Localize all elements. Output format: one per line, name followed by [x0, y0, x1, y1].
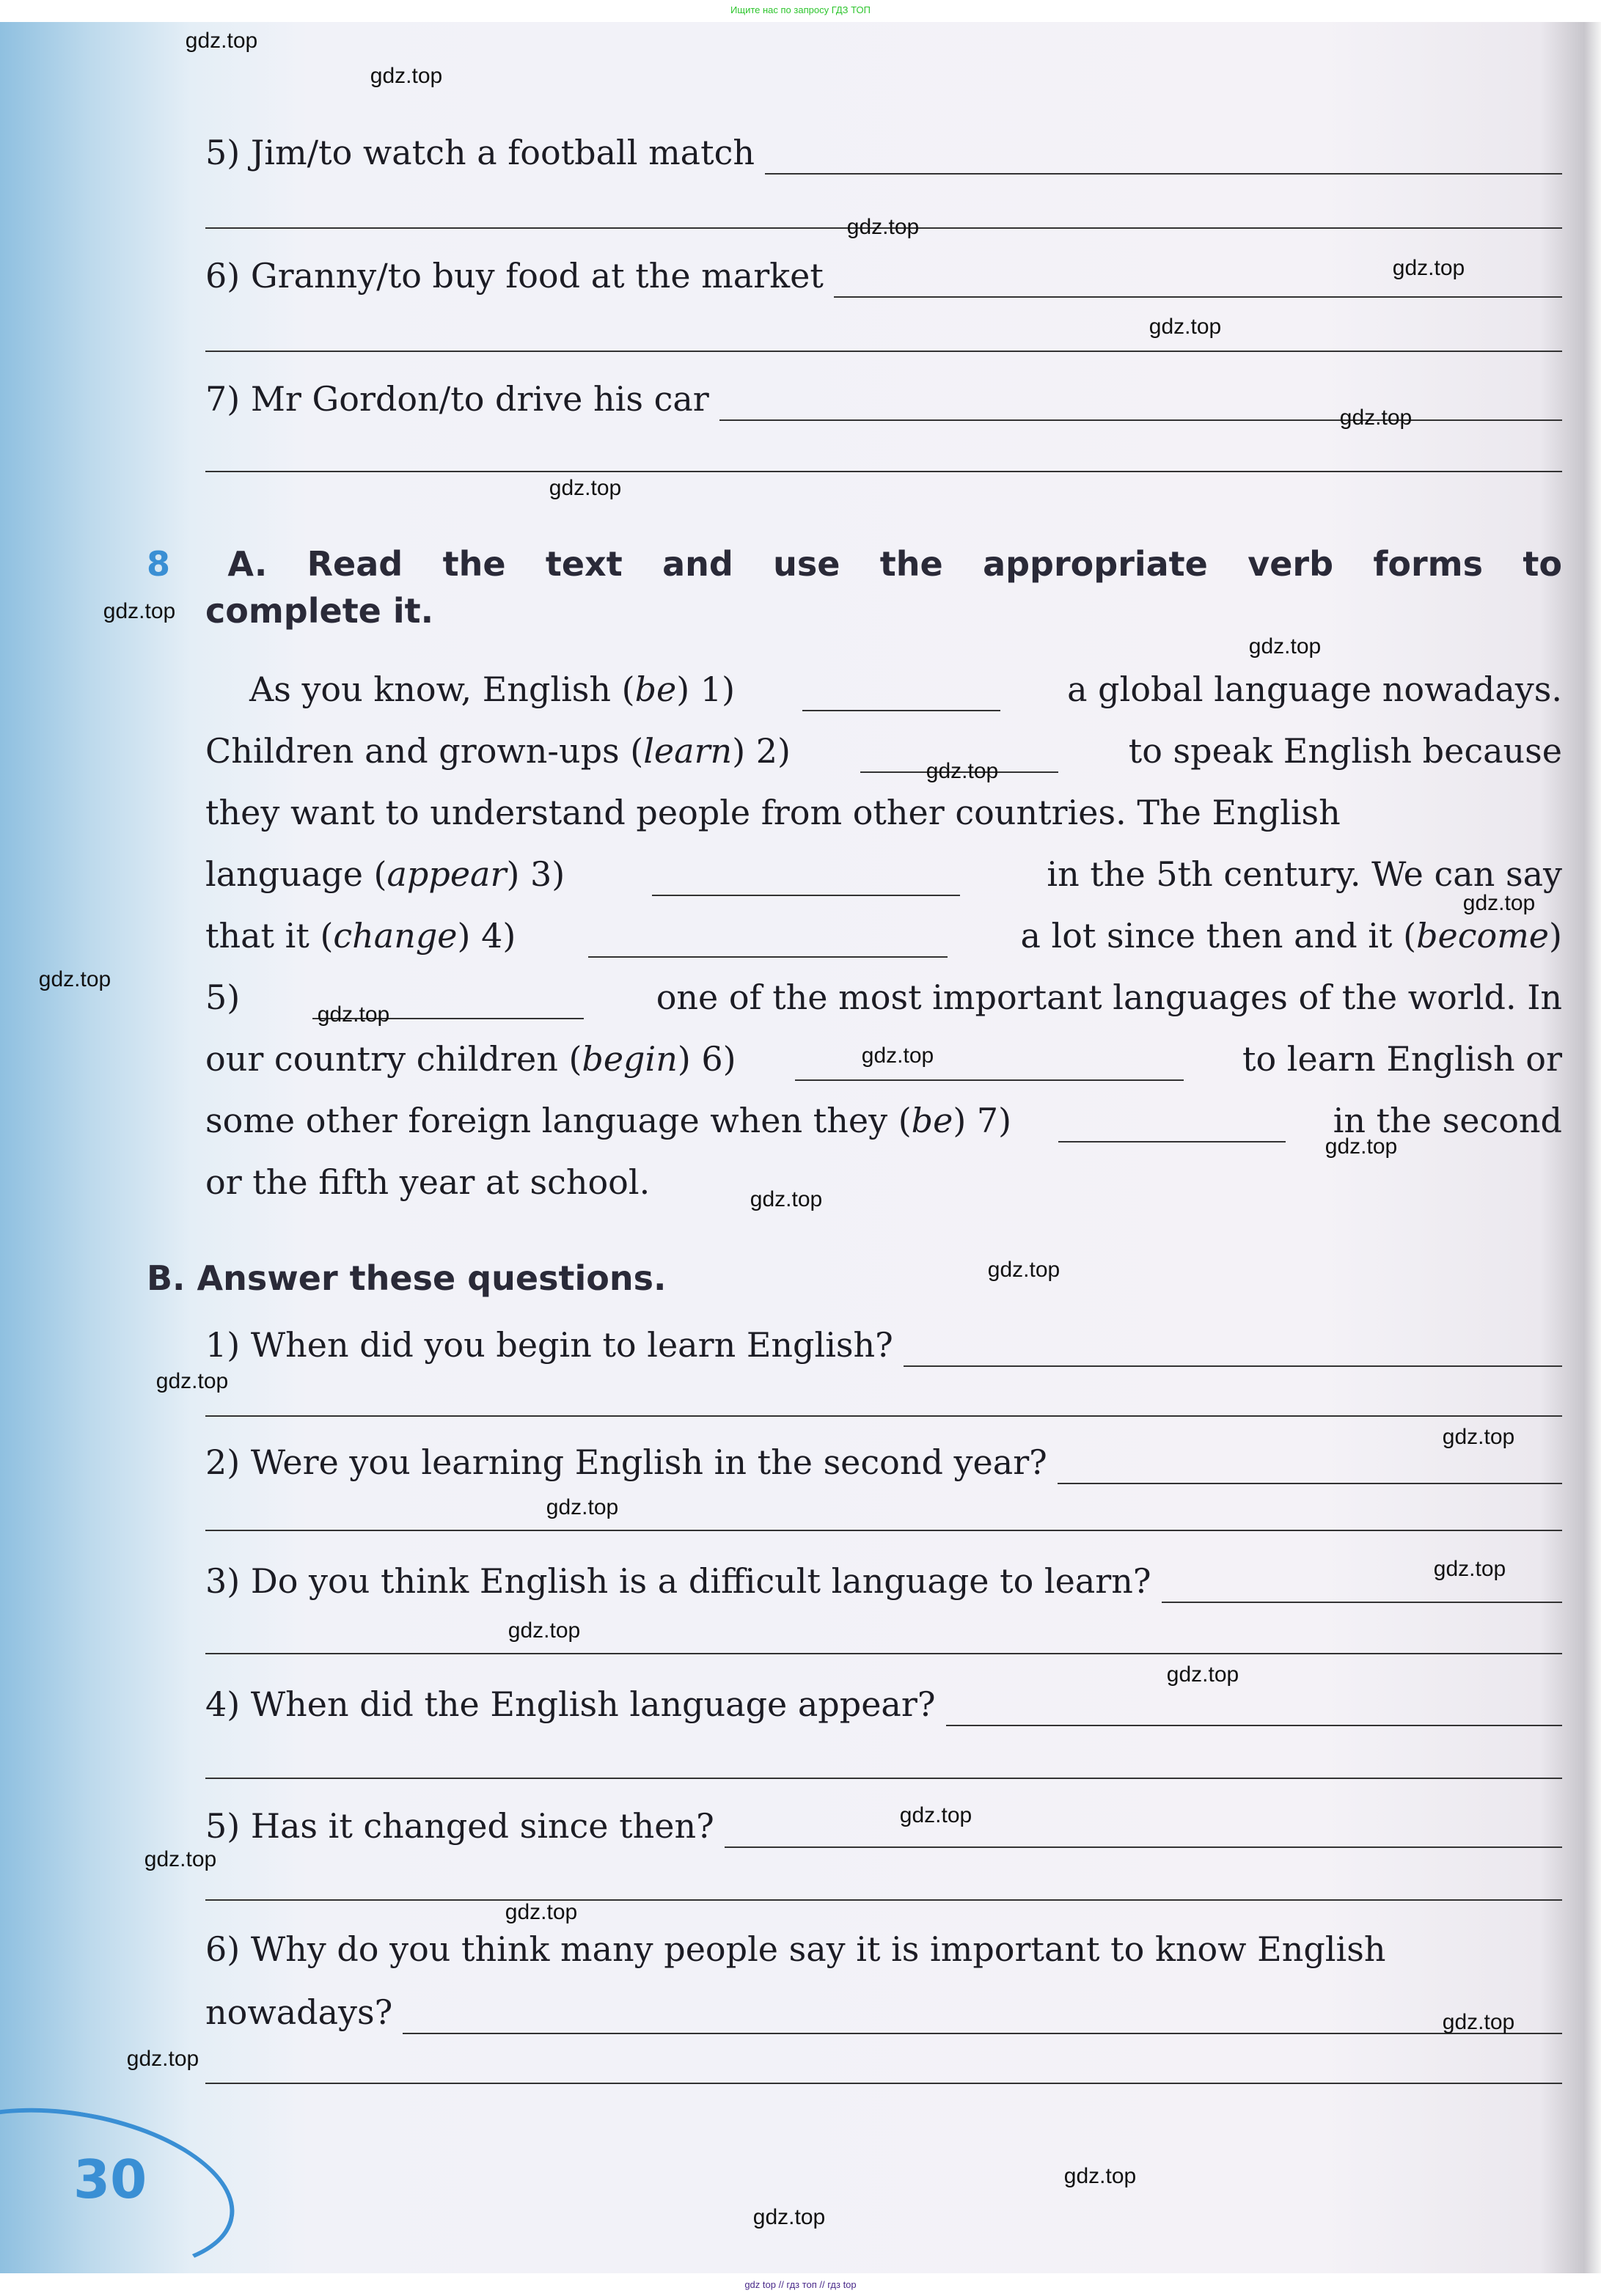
watermark: gdz.top [155, 1369, 229, 1393]
ex7-item-5 [205, 131, 1562, 175]
answer-line[interactable] [205, 351, 1562, 352]
watermark: gdz.top [508, 1618, 581, 1643]
text-group [1067, 667, 1562, 711]
answer-line[interactable] [904, 1332, 1562, 1367]
page-number: 30 [73, 2149, 147, 2210]
text-line [249, 667, 1562, 711]
watermark: gdz.top [126, 2047, 199, 2071]
watermark: gdz.top [144, 1847, 217, 1871]
heading-word: use [773, 544, 840, 584]
answer-line[interactable] [1058, 1449, 1562, 1484]
answer-line[interactable] [205, 1530, 1562, 1531]
text: one of the most important languages of the world. In [656, 978, 1562, 1017]
answer-blank-3[interactable] [652, 862, 960, 896]
watermark: gdz.top [1442, 1425, 1515, 1449]
answer-line[interactable] [205, 1778, 1562, 1779]
text-group [205, 852, 565, 896]
text: ) 7) [953, 1101, 1012, 1140]
text-group [205, 1037, 736, 1081]
question-text: 6) Why do you think many people say it is important to know English [205, 1929, 1386, 1969]
question-text: 5) Has it changed since then? [205, 1806, 714, 1846]
watermark: gdz.top [1248, 634, 1322, 659]
item-text: 7) Mr Gordon/to drive his car [205, 379, 709, 419]
heading-word: Read [307, 544, 403, 584]
answer-blank-1[interactable] [802, 678, 1000, 711]
text-line [205, 1160, 1562, 1204]
verb-hint: be [911, 1101, 953, 1140]
answer-line[interactable] [725, 1813, 1562, 1848]
text: a global language nowadays. [1067, 670, 1562, 709]
item-text: 5) Jim/to watch a football match [205, 133, 755, 172]
answer-blank-7[interactable] [1058, 1109, 1286, 1143]
watermark: gdz.top [1462, 891, 1536, 915]
text-group [1242, 1037, 1562, 1081]
question-text: 3) Do you think English is a difficult language to learn? [205, 1561, 1151, 1601]
verb-hint: be [634, 670, 677, 709]
text-line [205, 975, 1562, 1019]
watermark: gdz.top [846, 215, 920, 239]
text-group [656, 975, 1562, 1019]
heading-word: text [545, 544, 623, 584]
text: ) 2) [732, 731, 791, 771]
answer-line[interactable] [719, 386, 1562, 421]
heading-word: appropriate [983, 544, 1208, 584]
heading-word: to [1523, 544, 1562, 584]
exercise-number: 8 [147, 544, 171, 584]
question-5 [205, 1804, 1562, 1848]
watermark: gdz.top [1148, 315, 1222, 339]
watermark: gdz.top [926, 759, 999, 783]
text: Children and grown-ups ( [205, 731, 644, 771]
heading-word: the [879, 544, 943, 584]
watermark: gdz.top [1442, 2010, 1515, 2034]
watermark: gdz.top [861, 1044, 934, 1068]
watermark: gdz.top [899, 1803, 972, 1827]
watermark: gdz.top [987, 1258, 1060, 1282]
text: to speak English because [1128, 731, 1562, 771]
footer-links[interactable]: gdz top // гдз топ // гдз top [744, 2279, 857, 2290]
watermark: gdz.top [38, 967, 111, 991]
watermark: gdz.top [317, 1002, 390, 1027]
watermark: gdz.top [1063, 2164, 1137, 2188]
text-group [249, 667, 735, 711]
text: ) 1) [676, 670, 736, 709]
text-line [205, 729, 1562, 773]
text: a lot since then and it ( [1020, 916, 1417, 956]
heading-word: and [662, 544, 733, 584]
question-4 [205, 1682, 1562, 1726]
watermark: gdz.top [1392, 256, 1465, 280]
text: to learn English or [1242, 1039, 1562, 1079]
answer-line[interactable] [205, 1415, 1562, 1417]
text: 5) [205, 978, 241, 1017]
text-group [205, 791, 1341, 835]
question-text: 1) When did you begin to learn English? [205, 1325, 893, 1365]
item-text: 6) Granny/to buy food at the market [205, 256, 824, 296]
text-line [205, 791, 1562, 835]
heading-word: A. [227, 544, 268, 584]
heading-word: forms [1373, 544, 1483, 584]
watermark: gdz.top [1325, 1134, 1398, 1159]
watermark: gdz.top [505, 1900, 578, 1924]
question-6-cont [205, 1990, 1562, 2034]
verb-hint: change [333, 916, 458, 956]
text-group [205, 1099, 1011, 1143]
watermark: gdz.top [370, 64, 443, 88]
watermark: gdz.top [1433, 1557, 1506, 1581]
text: ) 3) [506, 854, 565, 894]
verb-hint: appear [386, 854, 507, 894]
question-3 [205, 1559, 1562, 1603]
text-group [205, 1160, 650, 1204]
question-1 [205, 1323, 1562, 1367]
watermark: gdz.top [185, 29, 258, 53]
text: language ( [205, 854, 387, 894]
answer-line[interactable] [403, 1999, 1562, 2034]
text: they want to understand people from other countries. The English [205, 793, 1341, 832]
answer-blank-4[interactable] [588, 924, 948, 958]
exercise-8-heading-cont: complete it. [205, 591, 434, 631]
answer-line[interactable] [205, 1653, 1562, 1654]
question-2 [205, 1440, 1562, 1484]
watermark: gdz.top [103, 599, 176, 623]
answer-line[interactable] [765, 139, 1562, 175]
text: some other foreign language when they ( [205, 1101, 912, 1140]
heading-word: verb [1248, 544, 1334, 584]
exercise-8-heading [147, 541, 1562, 587]
text-group [1129, 729, 1562, 773]
watermark: gdz.top [750, 1187, 823, 1211]
question-text: 4) When did the English language appear? [205, 1684, 936, 1724]
ex7-item-6 [205, 254, 1562, 298]
question-6 [205, 1927, 1562, 1971]
text-group [205, 975, 240, 1019]
verb-hint: become [1416, 916, 1550, 956]
watermark: gdz.top [549, 476, 622, 500]
verb-hint: learn [643, 731, 733, 771]
watermark: gdz.top [546, 1495, 619, 1519]
text: in the second [1333, 1101, 1562, 1140]
text: ) 4) [457, 916, 516, 956]
text-line [205, 914, 1562, 958]
text-line [205, 852, 1562, 896]
answer-line[interactable] [205, 471, 1562, 472]
answer-line[interactable] [946, 1691, 1563, 1726]
question-text: 2) Were you learning English in the second year? [205, 1442, 1047, 1482]
heading-word: the [442, 544, 506, 584]
answer-blank-6[interactable] [795, 1047, 1184, 1081]
text: in the 5th century. We can say [1047, 854, 1562, 894]
text: ) [1549, 916, 1562, 956]
text: or the fifth year at school. [205, 1162, 651, 1202]
exercise-8b-heading: B. Answer these questions. [147, 1258, 667, 1298]
text-group [1047, 852, 1562, 896]
verb-hint: begin [582, 1039, 678, 1079]
top-banner[interactable]: Ищите нас по запросу ГДЗ ТОП [730, 4, 871, 15]
text: that it ( [205, 916, 334, 956]
text: ) 6) [677, 1039, 736, 1079]
text-group [205, 729, 791, 773]
watermark: gdz.top [1339, 406, 1413, 430]
watermark: gdz.top [1166, 1662, 1239, 1687]
answer-line[interactable] [205, 2083, 1562, 2084]
text-group [205, 914, 516, 958]
text: our country children ( [205, 1039, 582, 1079]
answer-line[interactable] [205, 1899, 1562, 1901]
text-group [1020, 914, 1562, 958]
watermark: gdz.top [752, 2205, 826, 2229]
question-text: nowadays? [205, 1992, 393, 2032]
text: As you know, English ( [249, 670, 635, 709]
